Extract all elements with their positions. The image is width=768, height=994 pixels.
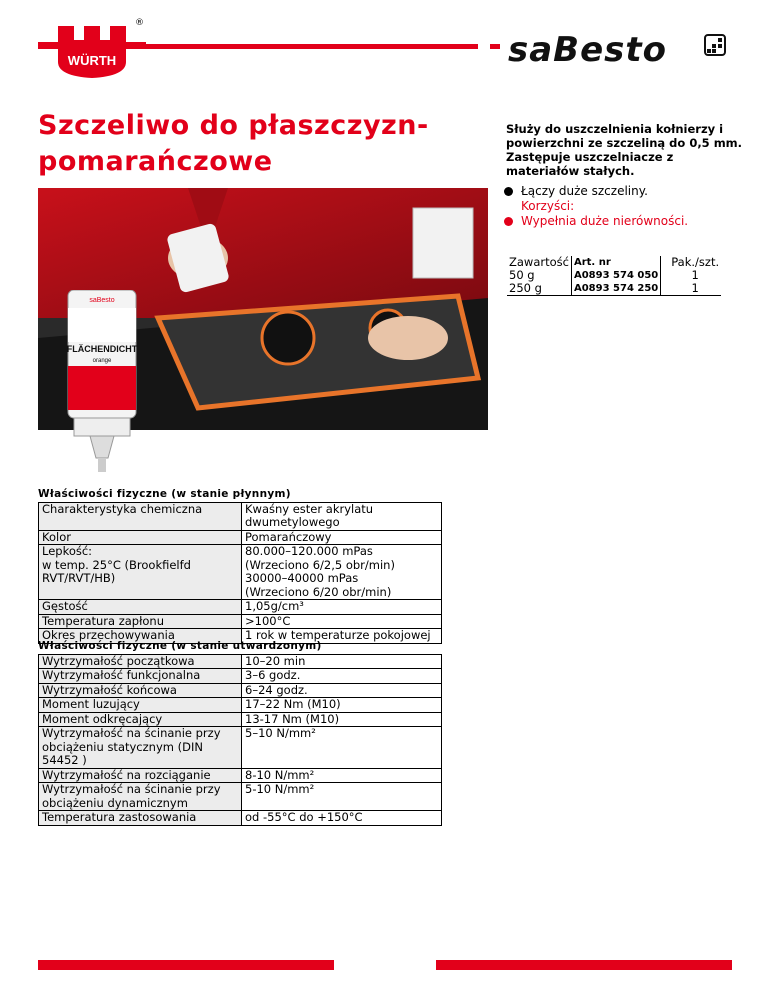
sabesto-logo: saBesto xyxy=(508,30,668,70)
liquid-properties xyxy=(38,488,442,644)
bottle-brand: saBesto xyxy=(89,297,115,304)
wurth-logo xyxy=(38,22,146,80)
prop-key: Wytrzymałość początkowa xyxy=(39,654,242,669)
title-line-1: Szczeliwo do płaszczyzn- xyxy=(38,110,429,141)
prop-value: 30000–40000 mPas xyxy=(242,572,442,586)
prop-value: 6–24 godz. xyxy=(242,683,442,698)
order-cell: 1 xyxy=(661,269,721,282)
footer-bar-left xyxy=(38,960,334,970)
bottle-sub: orange xyxy=(92,358,112,364)
prop-key: Wytrzymałość na ścinanie przy xyxy=(39,783,242,797)
prop-key: Wytrzymałość końcowa xyxy=(39,683,242,698)
prop-key: RVT/RVT/HB) xyxy=(39,572,242,586)
prop-key: w temp. 25°C (Brookfielfd xyxy=(39,559,242,573)
prop-value: od -55°C do +150°C xyxy=(242,811,442,826)
bullet-text-1: Łączy duże szczeliny. xyxy=(521,184,648,198)
order-cell: 50 g xyxy=(509,268,535,282)
list-item xyxy=(504,184,744,199)
header-rule-right xyxy=(490,44,500,49)
order-cell: 250 g xyxy=(507,282,571,296)
sabesto-mark-icon xyxy=(704,34,726,56)
cured-properties xyxy=(38,640,442,826)
wurth-logo-text: WÜRTH xyxy=(67,53,117,68)
benefit-list xyxy=(504,184,744,229)
product-description: Służy do uszczelnienia kołnierzy i powierzchni ze szczeliną do 0,5 mm. Zastępuje uszczelniacze z materiałów stałych. xyxy=(506,122,743,178)
page-title xyxy=(38,108,438,180)
prop-value: Pomarańczowy xyxy=(242,530,442,545)
bullet-text-2: Wypełnia duże nierówności. xyxy=(521,214,689,228)
prop-key: Okres przechowywania xyxy=(39,629,242,644)
prop-key: obciążeniu statycznym (DIN 54452 ) xyxy=(39,741,242,769)
prop-value: (Wrzeciono 6/2,5 obr/min) xyxy=(242,559,442,573)
bullet-icon xyxy=(504,187,513,196)
prop-value: 80.000–120.000 mPas xyxy=(242,545,442,559)
footer-bar-right xyxy=(436,960,732,970)
prop-key: Kolor xyxy=(39,530,242,545)
liquid-properties-title: Właściwości fizyczne (w stanie płynnym) xyxy=(38,488,291,500)
title-line-2: pomarańczowe xyxy=(38,146,273,177)
prop-value xyxy=(242,797,442,811)
col-header-content: Zawartość xyxy=(509,255,569,269)
prop-key: Gęstość xyxy=(39,600,242,615)
prop-value xyxy=(242,741,442,769)
prop-value: 10–20 min xyxy=(242,654,442,669)
prop-key: Moment odkręcający xyxy=(39,712,242,727)
prop-key: Temperatura zapłonu xyxy=(39,614,242,629)
prop-key: Temperatura zastosowania xyxy=(39,811,242,826)
prop-value: 13-17 Nm (M10) xyxy=(242,712,442,727)
prop-key: Moment luzujący xyxy=(39,698,242,713)
prop-key: Charakterystyka chemiczna xyxy=(39,502,242,530)
order-cell: A0893 574 050 xyxy=(571,269,660,282)
registered-mark: ® xyxy=(135,18,144,28)
prop-key: obciążeniu dynamicznym xyxy=(39,797,242,811)
prop-value: Kwaśny ester akrylatu dwumetylowego xyxy=(242,502,442,530)
cured-properties-title: Właściwości fizyczne (w stanie utwardzonym) xyxy=(38,640,322,652)
col-header-art: Art. nr xyxy=(571,256,660,269)
product-bottle xyxy=(62,290,142,474)
prop-key: Wytrzymałość na ścinanie przy xyxy=(39,727,242,741)
prop-key xyxy=(39,586,242,600)
prop-value: 1 rok w temperaturze pokojowej xyxy=(242,629,442,644)
prop-value: (Wrzeciono 6/20 obr/min) xyxy=(242,586,442,600)
order-cell: A0893 574 250 xyxy=(571,282,660,296)
prop-key: Wytrzymałość funkcjonalna xyxy=(39,669,242,684)
order-cell: 1 xyxy=(661,282,721,296)
prop-value: 5-10 N/mm² xyxy=(242,783,442,797)
col-header-pack: Pak./szt. xyxy=(661,256,721,269)
prop-value: 17–22 Nm (M10) xyxy=(242,698,442,713)
prop-value: 5–10 N/mm² xyxy=(242,727,442,741)
bottle-label: FLÄCHENDICHT xyxy=(66,344,138,354)
bullet-icon xyxy=(504,217,513,226)
prop-key: Lepkość: xyxy=(39,545,242,559)
prop-value: 3–6 godz. xyxy=(242,669,442,684)
prop-key: Wytrzymałość na rozciąganie xyxy=(39,768,242,783)
order-table xyxy=(507,256,721,296)
prop-value: 1,05g/cm³ xyxy=(242,600,442,615)
list-item xyxy=(504,214,744,229)
benefits-label: Korzyści: xyxy=(521,199,575,213)
prop-value: >100°C xyxy=(242,614,442,629)
prop-value: 8-10 N/mm² xyxy=(242,768,442,783)
